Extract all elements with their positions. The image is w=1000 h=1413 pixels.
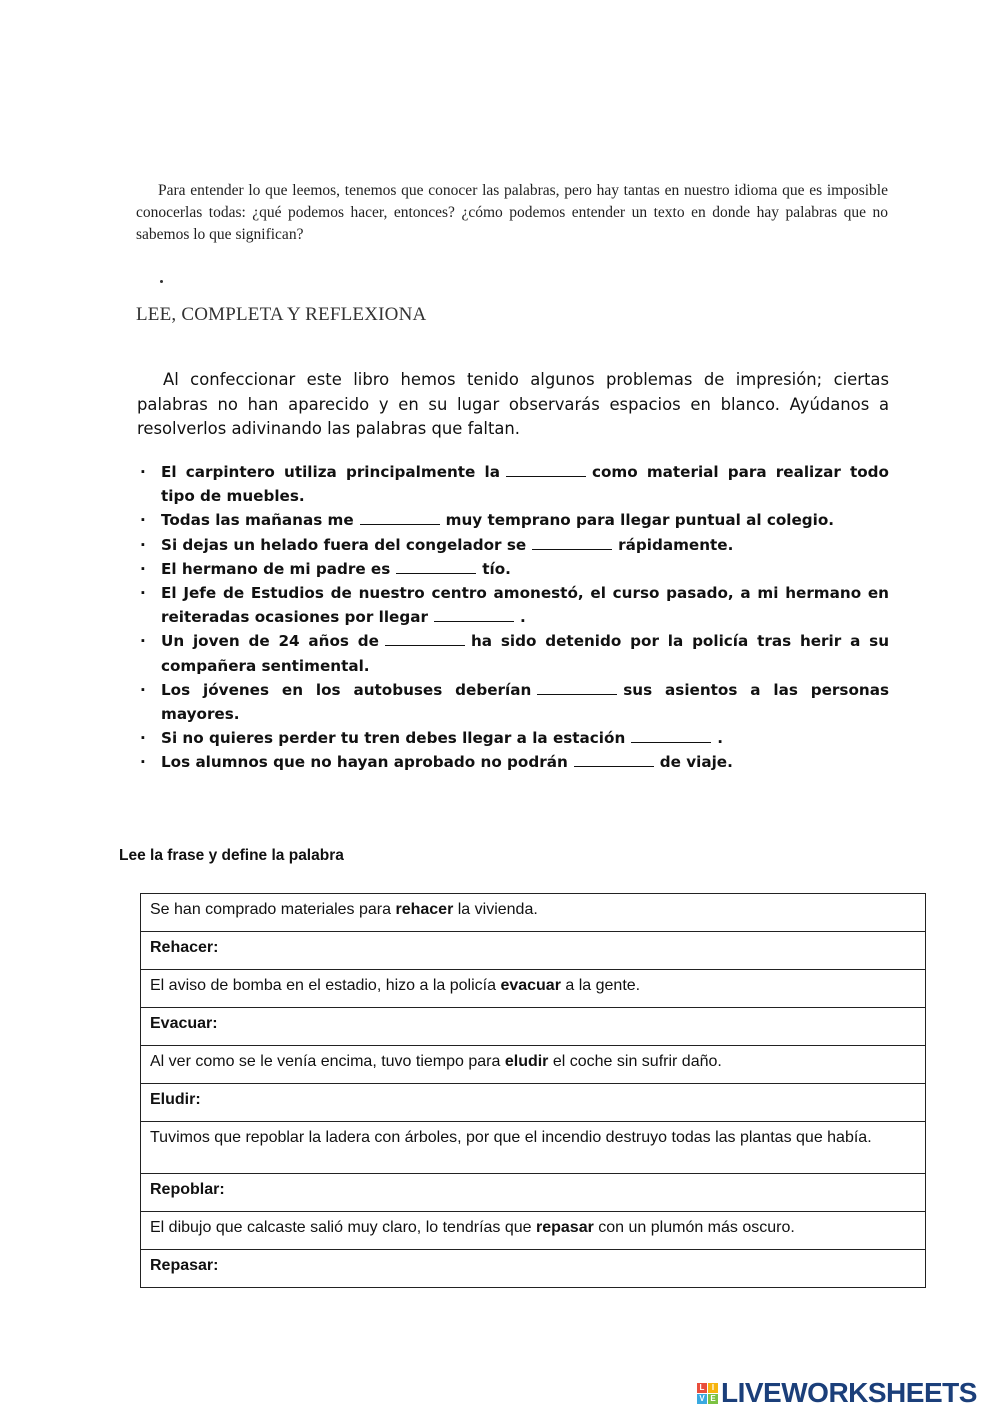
- definition-label: Rehacer:: [150, 939, 219, 956]
- item-before: El carpintero utiliza principalmente la: [161, 463, 500, 481]
- key-word: repasar: [536, 1219, 594, 1236]
- logo-cube: E: [708, 1394, 718, 1404]
- sentence-after: con un plumón más oscuro.: [593, 1219, 795, 1236]
- logo-cube: I: [708, 1383, 718, 1393]
- sentence-cell: [141, 1122, 926, 1174]
- definition-row: [141, 1008, 926, 1046]
- definition-row: [141, 932, 926, 970]
- item-after: tío.: [482, 559, 511, 578]
- logo-cubes-icon: [697, 1383, 718, 1404]
- sentence-cell: [141, 1046, 926, 1084]
- lead-text: Al confeccionar este libro hemos tenido algunos problemas de impresión; ciertas palabras no han aparecido y en su lugar observarás espacios en blanco. Ayúdanos a resolverlos adivinando las palabras que faltan.: [137, 370, 889, 438]
- sentence-row: [141, 1122, 926, 1174]
- blank-space[interactable]: [631, 728, 711, 743]
- item-before: Un joven de 24 años de: [161, 632, 379, 651]
- fill-in-item: [137, 557, 889, 581]
- definition-answer-cell[interactable]: [141, 932, 926, 970]
- blank-space[interactable]: [385, 631, 465, 646]
- blank-space[interactable]: [506, 462, 586, 477]
- item-before: Si dejas un helado fuera del congelador se: [161, 535, 527, 554]
- sentence-row: [141, 970, 926, 1008]
- sentence-after: la vivienda.: [453, 901, 538, 918]
- fill-in-list: [137, 460, 889, 775]
- item-after: rápidamente.: [618, 535, 734, 554]
- definition-row: [141, 1174, 926, 1212]
- blank-space[interactable]: [537, 680, 617, 695]
- fill-in-item: [137, 581, 889, 629]
- item-after: como material para realizar todo tipo de muebles.: [161, 463, 889, 506]
- logo-text: LIVEWORKSHEETS: [721, 1377, 977, 1408]
- item-before: El hermano de mi padre es: [161, 559, 391, 578]
- definition-answer-cell[interactable]: [141, 1008, 926, 1046]
- definition-label: Repoblar:: [150, 1181, 225, 1198]
- sentence-row: [141, 1212, 926, 1250]
- blank-space[interactable]: [434, 607, 514, 622]
- fill-in-item: [137, 750, 889, 774]
- sentence-row: [141, 1046, 926, 1084]
- stray-dot: [160, 280, 163, 283]
- item-before: Todas las mañanas me: [161, 511, 354, 530]
- key-word: rehacer: [395, 901, 454, 918]
- item-after: .: [519, 608, 526, 627]
- intro-paragraph: [136, 180, 888, 246]
- item-after: .: [717, 729, 724, 748]
- fill-in-item: [137, 629, 889, 677]
- item-before: Los jóvenes en los autobuses deberían: [161, 680, 532, 699]
- fill-in-item: [137, 726, 889, 750]
- liveworksheets-logo: [697, 1377, 977, 1409]
- sentence-before: El dibujo que calcaste salió muy claro, lo tendrías que: [150, 1219, 536, 1236]
- sentence-cell: [141, 1212, 926, 1250]
- key-word: evacuar: [500, 977, 561, 994]
- fill-in-item: [137, 460, 889, 508]
- definition-row: [141, 1084, 926, 1122]
- sentence-before: Al ver como se le venía encima, tuvo tiempo para: [150, 1053, 505, 1070]
- logo-cube: L: [697, 1383, 707, 1393]
- sentence-after: el coche sin sufrir daño.: [548, 1053, 722, 1070]
- item-after: ha sido detenido por la policía tras herir a su compañera sentimental.: [161, 632, 890, 675]
- sentence-after: a la gente.: [560, 977, 641, 994]
- definitions-subtitle: Lee la frase y define la palabra: [119, 847, 344, 864]
- definition-label: Repasar:: [150, 1257, 219, 1274]
- sentence-row: [141, 894, 926, 932]
- fill-in-item: [137, 533, 889, 557]
- item-after: sus asientos a las personas mayores.: [161, 680, 889, 724]
- item-after: de viaje.: [659, 753, 733, 772]
- item-after: muy temprano para llegar puntual al colegio.: [445, 511, 835, 530]
- logo-cube: V: [697, 1394, 707, 1404]
- item-before: Los alumnos que no hayan aprobado no podrán: [161, 753, 568, 772]
- definition-answer-cell[interactable]: [141, 1174, 926, 1212]
- lead-paragraph: [137, 368, 889, 442]
- blank-space[interactable]: [574, 752, 654, 767]
- sentence-cell: [141, 970, 926, 1008]
- definition-label: Eludir:: [150, 1091, 201, 1108]
- intro-text: Para entender lo que leemos, tenemos que conocer las palabras, pero hay tantas en nuestro idioma que es imposible conocerlas todas: ¿qué podemos hacer, entonces? ¿cómo podemos entender un texto en donde hay palabras que no sabemos lo que significan?: [136, 182, 888, 243]
- definition-answer-cell[interactable]: [141, 1250, 926, 1288]
- item-before: El Jefe de Estudios de nuestro centro amonestó, el curso pasado, a mi hermano en reiteradas ocasiones por llegar: [161, 584, 889, 627]
- sentence-before: Tuvimos que repoblar la ladera con árboles, por que el incendio destruyo todas las plantas que había.: [150, 1129, 872, 1146]
- definition-label: Evacuar:: [150, 1015, 218, 1032]
- key-word: eludir: [504, 1053, 549, 1070]
- section-title: LEE, COMPLETA Y REFLEXIONA: [136, 304, 427, 325]
- fill-in-item: [137, 678, 889, 726]
- sentence-before: Se han comprado materiales para: [150, 901, 396, 918]
- sentence-before: El aviso de bomba en el estadio, hizo a la policía: [150, 977, 501, 994]
- blank-space[interactable]: [360, 510, 440, 525]
- definition-answer-cell[interactable]: [141, 1084, 926, 1122]
- definition-row: [141, 1250, 926, 1288]
- blank-space[interactable]: [532, 535, 612, 550]
- definitions-table: [140, 893, 926, 1288]
- item-before: Si no quieres perder tu tren debes llegar a la estación: [161, 729, 626, 748]
- blank-space[interactable]: [396, 559, 476, 574]
- sentence-cell: [141, 894, 926, 932]
- fill-in-item: [137, 508, 889, 532]
